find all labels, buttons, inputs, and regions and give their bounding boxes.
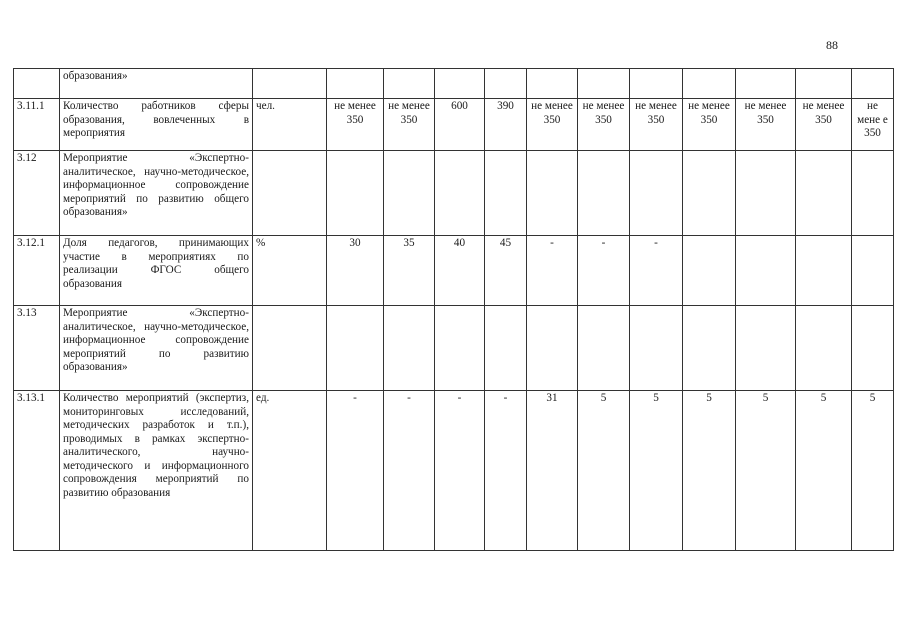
- table-row: [14, 151, 894, 236]
- value-cell: 31: [527, 391, 578, 551]
- value-cell: 5: [852, 391, 894, 551]
- value-cell: 5: [630, 391, 683, 551]
- value-cell: не мене е 350: [852, 99, 894, 151]
- indicator-name-cell: Количество работников сферы образования, вовлеченных в мероприятия: [60, 99, 253, 151]
- value-cell: [578, 306, 630, 391]
- value-cell: [435, 151, 485, 236]
- value-cell: [796, 236, 852, 306]
- value-cell: [683, 236, 736, 306]
- value-cell: [485, 69, 527, 99]
- value-cell: -: [578, 236, 630, 306]
- row-number-cell: 3.13.1: [14, 391, 60, 551]
- value-cell: не менее 350: [384, 99, 435, 151]
- value-cell: [683, 306, 736, 391]
- value-cell: не менее 350: [796, 99, 852, 151]
- value-cell: [578, 151, 630, 236]
- value-cell: не менее 350: [630, 99, 683, 151]
- value-cell: не менее 350: [578, 99, 630, 151]
- value-cell: [736, 151, 796, 236]
- unit-cell: [253, 151, 327, 236]
- value-cell: -: [327, 391, 384, 551]
- unit-cell: чел.: [253, 99, 327, 151]
- value-cell: не менее 350: [683, 99, 736, 151]
- value-cell: -: [630, 236, 683, 306]
- value-cell: 30: [327, 236, 384, 306]
- value-cell: 5: [578, 391, 630, 551]
- indicator-name-cell: Доля педагогов, принимающих участие в мероприятиях по реализации ФГОС общего образования: [60, 236, 253, 306]
- value-cell: 5: [683, 391, 736, 551]
- value-cell: 45: [485, 236, 527, 306]
- value-cell: [683, 151, 736, 236]
- unit-cell: [253, 306, 327, 391]
- value-cell: [384, 306, 435, 391]
- value-cell: [527, 69, 578, 99]
- table-row: [14, 391, 894, 551]
- value-cell: 35: [384, 236, 435, 306]
- indicator-name-cell: Мероприятие «Экспертно-аналитическое, научно-методическое, информационное сопровождение мероприятий по развитию образования»: [60, 306, 253, 391]
- value-cell: [527, 306, 578, 391]
- table-row: [14, 69, 894, 99]
- value-cell: 5: [796, 391, 852, 551]
- value-cell: [630, 69, 683, 99]
- value-cell: -: [527, 236, 578, 306]
- value-cell: [384, 151, 435, 236]
- row-number-cell: 3.12.1: [14, 236, 60, 306]
- value-cell: [630, 151, 683, 236]
- indicator-name-cell: Мероприятие «Экспертно-аналитическое, научно-методическое, информационное сопровождение мероприятий по развитию общего образования»: [60, 151, 253, 236]
- value-cell: [736, 69, 796, 99]
- value-cell: [485, 151, 527, 236]
- value-cell: [796, 151, 852, 236]
- unit-cell: ед.: [253, 391, 327, 551]
- row-number-cell: 3.12: [14, 151, 60, 236]
- table-row: [14, 99, 894, 151]
- unit-cell: %: [253, 236, 327, 306]
- value-cell: [630, 306, 683, 391]
- value-cell: 40: [435, 236, 485, 306]
- value-cell: [736, 306, 796, 391]
- value-cell: [852, 236, 894, 306]
- unit-cell: [253, 69, 327, 99]
- indicators-table: [13, 68, 894, 551]
- value-cell: [796, 306, 852, 391]
- value-cell: [852, 306, 894, 391]
- value-cell: не менее 350: [327, 99, 384, 151]
- value-cell: [736, 236, 796, 306]
- value-cell: 5: [736, 391, 796, 551]
- table-row: [14, 236, 894, 306]
- page-number: 88: [826, 38, 838, 52]
- value-cell: не менее 350: [527, 99, 578, 151]
- row-number-cell: 3.13: [14, 306, 60, 391]
- value-cell: -: [435, 391, 485, 551]
- value-cell: [796, 69, 852, 99]
- indicator-name-cell: Количество мероприятий (экспертиз, мониторинговых исследований, методических разработок и т.п.), проводимых в рамках экспертно-аналитического, научно-методического и информационного сопровождения мероприятий по развитию образования: [60, 391, 253, 551]
- value-cell: [435, 306, 485, 391]
- value-cell: [683, 69, 736, 99]
- table-row: [14, 306, 894, 391]
- table-body: [14, 69, 894, 551]
- value-cell: [384, 69, 435, 99]
- value-cell: 600: [435, 99, 485, 151]
- value-cell: [852, 151, 894, 236]
- indicator-name-cell: образования»: [60, 69, 253, 99]
- value-cell: [527, 151, 578, 236]
- value-cell: [327, 69, 384, 99]
- value-cell: [435, 69, 485, 99]
- value-cell: [852, 69, 894, 99]
- value-cell: не менее 350: [736, 99, 796, 151]
- value-cell: [327, 306, 384, 391]
- value-cell: 390: [485, 99, 527, 151]
- value-cell: [578, 69, 630, 99]
- value-cell: -: [384, 391, 435, 551]
- value-cell: [327, 151, 384, 236]
- row-number-cell: 3.11.1: [14, 99, 60, 151]
- value-cell: -: [485, 391, 527, 551]
- row-number-cell: [14, 69, 60, 99]
- value-cell: [485, 306, 527, 391]
